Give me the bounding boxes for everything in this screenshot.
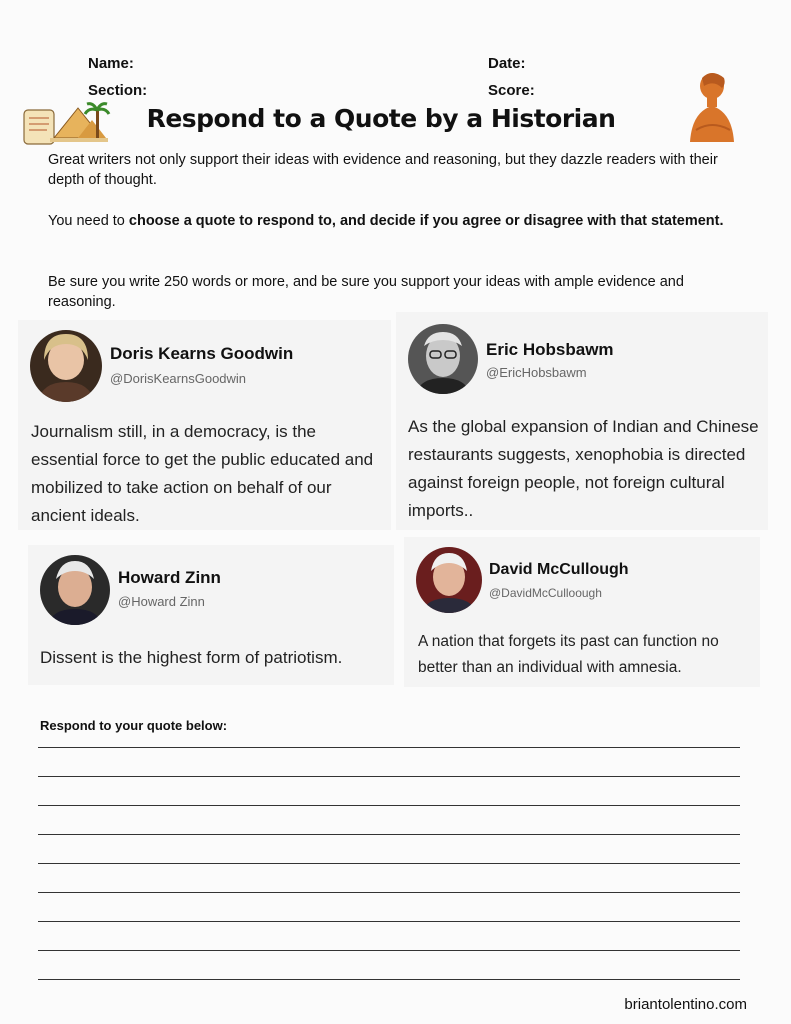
quote-text: Journalism still, in a democracy, is the essential force to get the public educated and mobilized to take action on behalf of our ancient ideals. <box>31 422 374 525</box>
quote-text: A nation that forgets its past can function no better than an individual with amnesia. <box>418 633 719 676</box>
response-line[interactable] <box>38 805 740 806</box>
response-line[interactable] <box>38 776 740 777</box>
section-label: Section: <box>88 82 148 99</box>
mccullough-avatar <box>416 547 482 613</box>
quote-author-handle: @DavidMcCulloough <box>489 586 602 600</box>
zinn-avatar <box>40 555 110 625</box>
quote-card-hobsbawm <box>396 312 768 530</box>
quote-text: Dissent is the highest form of patriotism. <box>40 648 343 667</box>
date-label: Date: <box>488 55 526 72</box>
goodwin-avatar <box>30 330 102 402</box>
quote-card-mccullough <box>404 537 760 687</box>
quote-author-handle: @Howard Zinn <box>118 594 205 609</box>
intro-paragraph-2 <box>48 211 748 231</box>
response-line[interactable] <box>38 892 740 893</box>
footer-website: briantolentino.com <box>624 996 747 1013</box>
quote-author-handle: @DorisKearnsGoodwin <box>110 371 247 386</box>
quote-author-name: David McCullough <box>489 561 629 578</box>
intro-paragraph-1: Great writers not only support their ideas with evidence and reasoning, but they dazzle readers with their depth of thought. <box>48 152 718 188</box>
quote-author-handle: @EricHobsbawm <box>486 365 587 380</box>
hobsbawm-avatar <box>408 324 478 394</box>
intro-p2-bold: choose a quote to respond to, and decide if you agree or disagree with that statement. <box>128 213 724 229</box>
quote-card-zinn <box>28 545 394 685</box>
quote-author-name: Doris Kearns Goodwin <box>110 344 294 363</box>
quote-author-name: Howard Zinn <box>118 568 221 587</box>
intro-paragraph-3: Be sure you write 250 words or more, and be sure you support your ideas with ample evidence and reasoning. <box>48 274 684 310</box>
name-label: Name: <box>88 55 134 72</box>
quote-author-name: Eric Hobsbawm <box>486 340 614 359</box>
response-line[interactable] <box>38 834 740 835</box>
response-label: Respond to your quote below: <box>40 718 228 733</box>
quote-card-goodwin <box>18 320 391 530</box>
intro-p2-prefix: You need to <box>48 213 129 229</box>
response-line[interactable] <box>38 950 740 951</box>
response-line[interactable] <box>38 747 740 748</box>
quote-text: As the global expansion of Indian and Chinese restaurants suggests, xenophobia is directed against foreign people, not foreign cultural imports.. <box>408 417 759 520</box>
page-title: Respond to a Quote by a Historian <box>146 104 616 133</box>
response-line[interactable] <box>38 979 740 980</box>
response-line[interactable] <box>38 863 740 864</box>
score-label: Score: <box>488 82 535 99</box>
response-line[interactable] <box>38 921 740 922</box>
